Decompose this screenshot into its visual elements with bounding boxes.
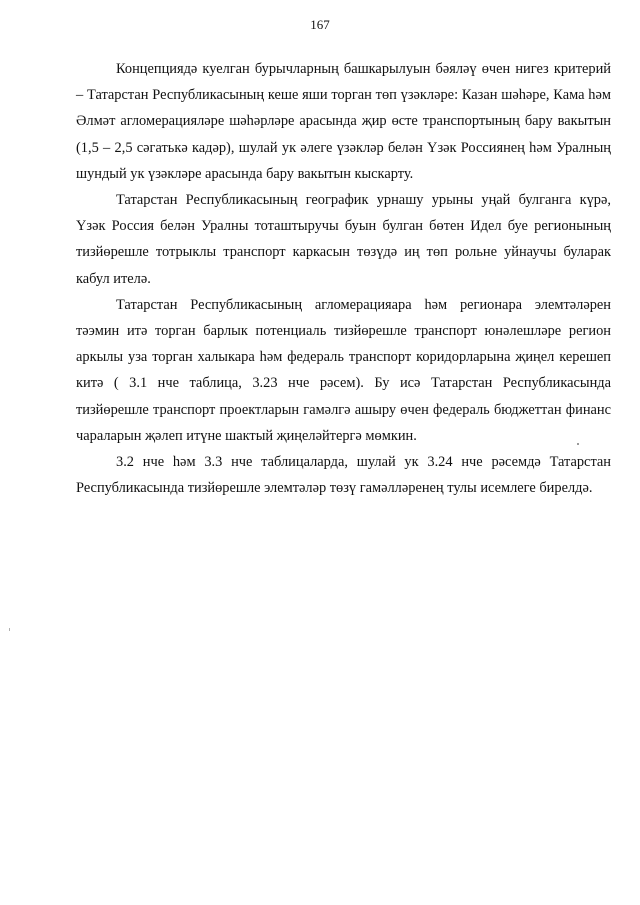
scan-speck [9,628,10,631]
page-number: 167 [310,17,330,32]
paragraph-3: Татарстан Республикасының агломерацияара һәм регионара элемтәләрен тәэмин итә торган барлык потенциаль тизйөрешле транспорт юнәлешләре регион аркылы уза торган халыкара һәм федераль транспорт коридорларына җиңел керешеп китә ( 3.1 нче таблица, 3.23 нче рәсем). Бу исә Татарстан Республикасында тизйөрешле транспорт проектларын гамәлгә ашыру өчен федераль бюджеттан финанс чараларын җәлеп итүне шактый җиңеләйтергә мөмкин. [76,296,611,444]
scan-speck [577,443,579,445]
paragraph-1: Концепциядә куелган бурычларның башкарылуын бәяләү өчен нигез критерий – Татарстан Республикасының кеше яши торган төп үзәкләре: Казан шәһәре, Кама һәм Әлмәт агломерацияләре шәһәрләре арасында җир өсте транспортының бару вакытын (1,5 – 2,5 сәгатькә кадәр), шулай ук әлеге үзәкләр белән Үзәк Россиянең һәм Уралның шундый ук үзәкләре арасында бару вакытын кыскарту. [76,61,611,182]
paragraph-2: Татарстан Республикасының географик урнашу урыны уңай булганга күрә, Үзәк Россия белән Уралны тоташтыручы буын булган бөтен Идел буе регионының тизйөрешле тотрыклы транспорт каркасын төзүдә иң төп рольне уйнаучы буларак кабул ителә. [76,192,611,287]
body-text [76,56,611,501]
paragraph-4: 3.2 нче һәм 3.3 нче таблицаларда, шулай ук 3.24 нче рәсемдә Татарстан Республикасында тизйөрешле элемтәләр төзү гамәлләренең тулы исемлеге бирелдә. [76,454,611,497]
